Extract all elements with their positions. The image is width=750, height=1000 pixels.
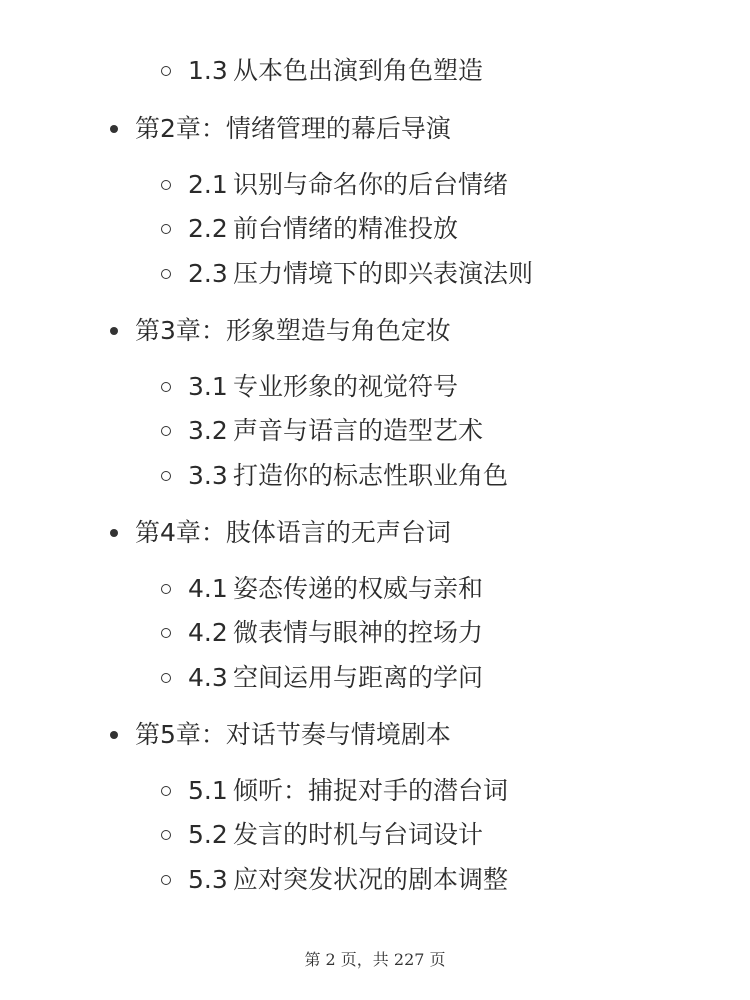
hollow-bullet-icon	[161, 426, 171, 436]
section-number: 2.3	[188, 259, 228, 288]
section-title: 专业形象的视觉符号	[233, 372, 459, 401]
chapter-title: 第4章：肢体语言的无声台词	[135, 518, 451, 547]
hollow-bullet-icon	[161, 830, 171, 840]
section-number: 1.3	[188, 56, 228, 85]
page-footer: 第 2 页，共 227 页	[304, 950, 446, 969]
section-number: 3.1	[188, 372, 228, 401]
chapter-title: 第5章：对话节奏与情境剧本	[135, 720, 451, 749]
hollow-bullet-icon	[161, 66, 171, 76]
hollow-bullet-icon	[161, 269, 171, 279]
filled-bullet-icon	[110, 731, 118, 739]
hollow-bullet-icon	[161, 875, 171, 885]
section-title: 姿态传递的权威与亲和	[233, 574, 484, 603]
section-title: 声音与语言的造型艺术	[233, 416, 484, 445]
section-title: 发言的时机与台词设计	[233, 820, 484, 849]
section-title: 微表情与眼神的控场力	[233, 618, 484, 647]
section-number: 3.3	[188, 461, 228, 490]
section-number: 5.1	[188, 776, 228, 805]
hollow-bullet-icon	[161, 673, 171, 683]
section-number: 4.1	[188, 574, 228, 603]
hollow-bullet-icon	[161, 382, 171, 392]
chapter-title: 第3章：形象塑造与角色定妆	[135, 316, 451, 345]
section-number: 4.3	[188, 663, 228, 692]
hollow-bullet-icon	[161, 786, 171, 796]
section-title: 从本色出演到角色塑造	[233, 56, 484, 85]
section-number: 4.2	[188, 618, 228, 647]
section-title: 前台情绪的精准投放	[233, 214, 459, 243]
hollow-bullet-icon	[161, 224, 171, 234]
filled-bullet-icon	[110, 327, 118, 335]
hollow-bullet-icon	[161, 471, 171, 481]
section-title: 倾听：捕捉对手的潜台词	[233, 776, 509, 805]
section-number: 2.2	[188, 214, 228, 243]
hollow-bullet-icon	[161, 180, 171, 190]
section-title: 打造你的标志性职业角色	[233, 461, 509, 490]
section-number: 3.2	[188, 416, 228, 445]
chapter-title: 第2章：情绪管理的幕后导演	[135, 114, 451, 143]
section-number: 2.1	[188, 170, 228, 199]
hollow-bullet-icon	[161, 584, 171, 594]
filled-bullet-icon	[110, 125, 118, 133]
section-title: 应对突发状况的剧本调整	[233, 865, 509, 894]
filled-bullet-icon	[110, 529, 118, 537]
section-number: 5.2	[188, 820, 228, 849]
section-title: 空间运用与距离的学问	[233, 663, 484, 692]
hollow-bullet-icon	[161, 628, 171, 638]
section-title: 识别与命名你的后台情绪	[233, 170, 509, 199]
section-number: 5.3	[188, 865, 228, 894]
section-title: 压力情境下的即兴表演法则	[233, 259, 534, 288]
